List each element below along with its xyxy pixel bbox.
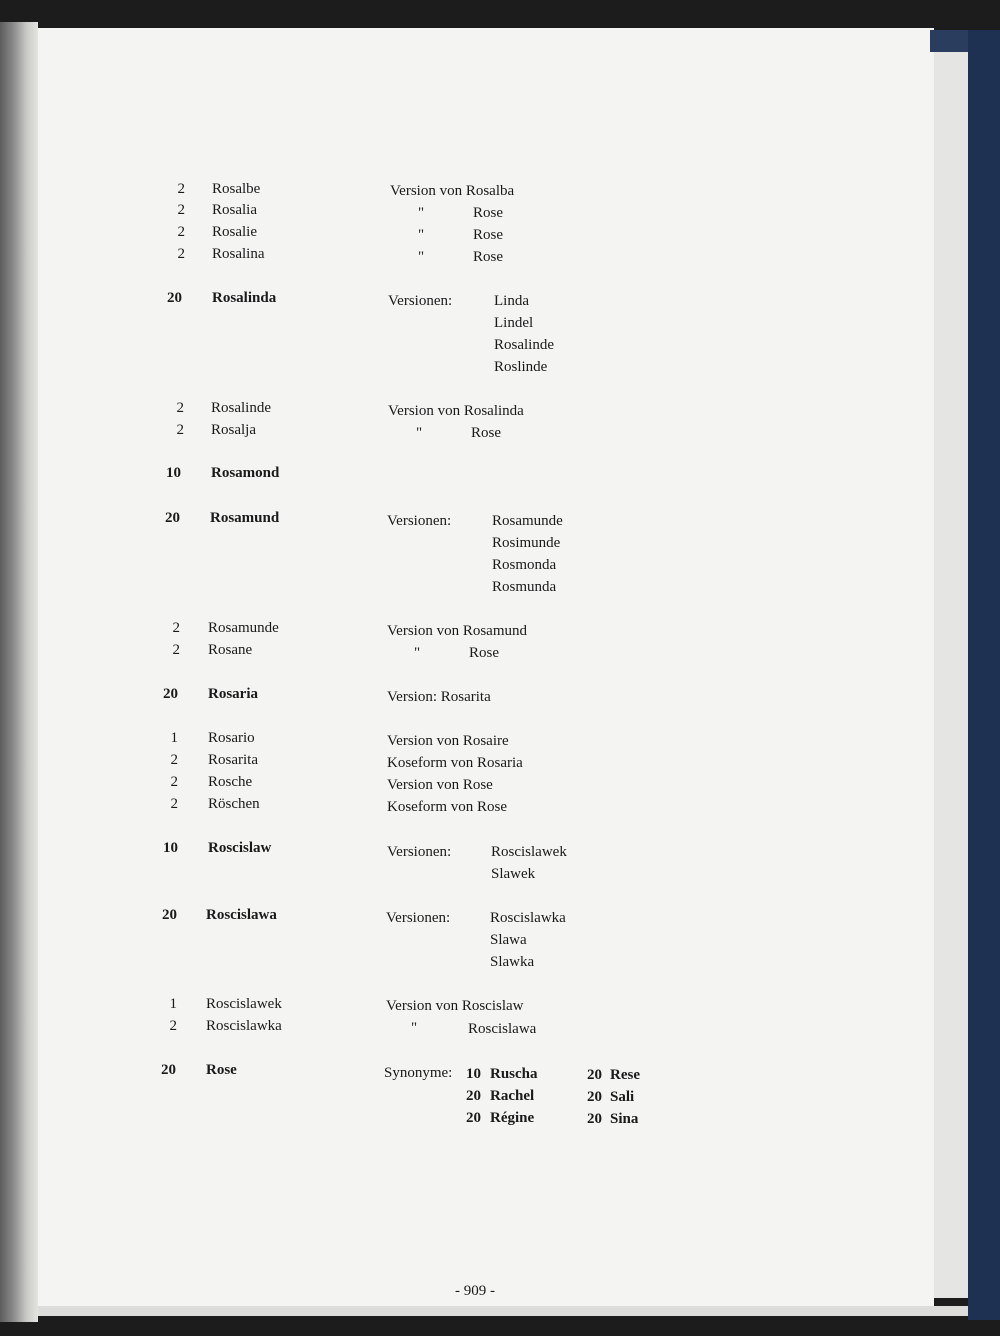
- entry-name: Rosamunde: [208, 620, 279, 636]
- entry-name: Rosche: [208, 774, 253, 790]
- entry-description: Roscislawa: [468, 1021, 537, 1037]
- entry-description: Version von Rose: [387, 777, 493, 793]
- ditto-mark: ": [411, 1020, 418, 1036]
- entry-number: 2: [177, 202, 185, 218]
- synonym-name: Régine: [490, 1110, 535, 1126]
- entry-number: 20: [161, 1062, 176, 1078]
- entry-number: 2: [172, 642, 180, 658]
- versions-label: Versionen:: [387, 844, 452, 860]
- versions-label: Versionen:: [388, 293, 453, 309]
- synonym-number: 20: [466, 1088, 481, 1104]
- entry-number: 2: [170, 774, 178, 790]
- synonym-name: Ruscha: [490, 1066, 538, 1082]
- page-edges-stack: [934, 48, 970, 1298]
- book-spine-left: [0, 22, 38, 1322]
- synonym-number: 10: [466, 1066, 481, 1082]
- entry-name: Roscislaw: [208, 840, 272, 856]
- entry-name: Rosalinda: [212, 290, 277, 306]
- version-item: Rosmonda: [492, 557, 557, 573]
- synonym-number: 20: [466, 1110, 481, 1126]
- entry-description: Version von Rosaire: [387, 733, 509, 749]
- entry-number: 1: [170, 730, 178, 746]
- ditto-mark: ": [414, 645, 421, 661]
- entry-description: Version von Rosamund: [387, 623, 527, 639]
- entry-name: Rosalia: [212, 202, 257, 218]
- version-item: Slawek: [491, 866, 536, 882]
- version-item: Slawa: [490, 932, 527, 948]
- entry-number: 10: [163, 840, 178, 856]
- synonyms-label: Synonyme:: [384, 1065, 453, 1081]
- entry-description: Rose: [469, 645, 499, 661]
- entry-number: 2: [170, 796, 178, 812]
- synonym-name: Rese: [610, 1067, 640, 1083]
- entry-name: Rosario: [208, 730, 255, 746]
- version-item: Roscislawek: [491, 844, 567, 860]
- synonym-number: 20: [587, 1067, 602, 1083]
- entry-name: Rosane: [208, 642, 253, 658]
- entry-name: Roscislawek: [206, 996, 282, 1012]
- synonym-number: 20: [587, 1111, 602, 1127]
- version-item: Roslinde: [494, 359, 548, 375]
- entry-number: 20: [163, 686, 178, 702]
- entry-number: 2: [176, 422, 184, 438]
- entry-number: 2: [177, 246, 185, 262]
- entry-number: 2: [177, 181, 185, 197]
- entry-name: Rosalbe: [212, 181, 261, 197]
- version-item: Rosimunde: [492, 535, 561, 551]
- ditto-mark: ": [418, 205, 425, 221]
- entry-description: Version von Rosalinda: [388, 403, 524, 419]
- ditto-mark: ": [418, 227, 425, 243]
- versions-label: Versionen:: [387, 513, 452, 529]
- entry-description: Rose: [473, 205, 503, 221]
- entry-description: Koseform von Rose: [387, 799, 507, 815]
- entry-description: Version von Roscislaw: [386, 998, 524, 1014]
- version-item: Rosmunda: [492, 579, 557, 595]
- entry-name: Rosalina: [212, 246, 265, 262]
- version-item: Roscislawka: [490, 910, 566, 926]
- entry-name: Roscislawka: [206, 1018, 282, 1034]
- entry-number: 20: [165, 510, 180, 526]
- versions-label: Versionen:: [386, 910, 451, 926]
- synonym-name: Sali: [610, 1089, 635, 1105]
- page-number: - 909 -: [455, 1283, 495, 1299]
- entry-number: 2: [172, 620, 180, 636]
- version-item: Rosalinde: [494, 337, 554, 353]
- entry-number: 2: [169, 1018, 177, 1034]
- entry-number: 2: [177, 224, 185, 240]
- version-item: Rosamunde: [492, 513, 563, 529]
- entry-name: Rosamond: [211, 465, 280, 481]
- entry-name: Rosalinde: [211, 400, 271, 416]
- entry-number: 2: [170, 752, 178, 768]
- version-item: Slawka: [490, 954, 535, 970]
- entry-description: Version: Rosarita: [387, 689, 491, 705]
- entry-description: Rose: [473, 227, 503, 243]
- entry-name: Rosalie: [212, 224, 257, 240]
- version-item: Lindel: [494, 315, 534, 331]
- entry-description: Version von Rosalba: [390, 183, 515, 199]
- entry-name: Rosarita: [208, 752, 258, 768]
- synonym-number: 20: [587, 1089, 602, 1105]
- entry-name: Rosaria: [208, 686, 258, 702]
- entry-description: Koseform von Rosaria: [387, 755, 523, 771]
- ditto-mark: ": [416, 425, 423, 441]
- ditto-mark: ": [418, 249, 425, 265]
- entry-number: 10: [166, 465, 181, 481]
- entry-name: Roscislawa: [206, 907, 277, 923]
- entry-description: Rose: [471, 425, 501, 441]
- entry-description: Rose: [473, 249, 503, 265]
- entry-number: 20: [167, 290, 182, 306]
- entry-name: Rosamund: [210, 510, 280, 526]
- entry-name: Röschen: [208, 796, 260, 812]
- entry-number: 2: [176, 400, 184, 416]
- synonym-name: Rachel: [490, 1088, 535, 1104]
- entry-number: 1: [169, 996, 177, 1012]
- page-bottom-shadow: [38, 1306, 968, 1316]
- entry-name: Rosalja: [211, 422, 256, 438]
- synonym-name: Sina: [610, 1111, 639, 1127]
- version-item: Linda: [494, 293, 529, 309]
- entry-number: 20: [162, 907, 177, 923]
- book-cover-right: [968, 30, 1000, 1320]
- entry-name: Rose: [206, 1062, 237, 1078]
